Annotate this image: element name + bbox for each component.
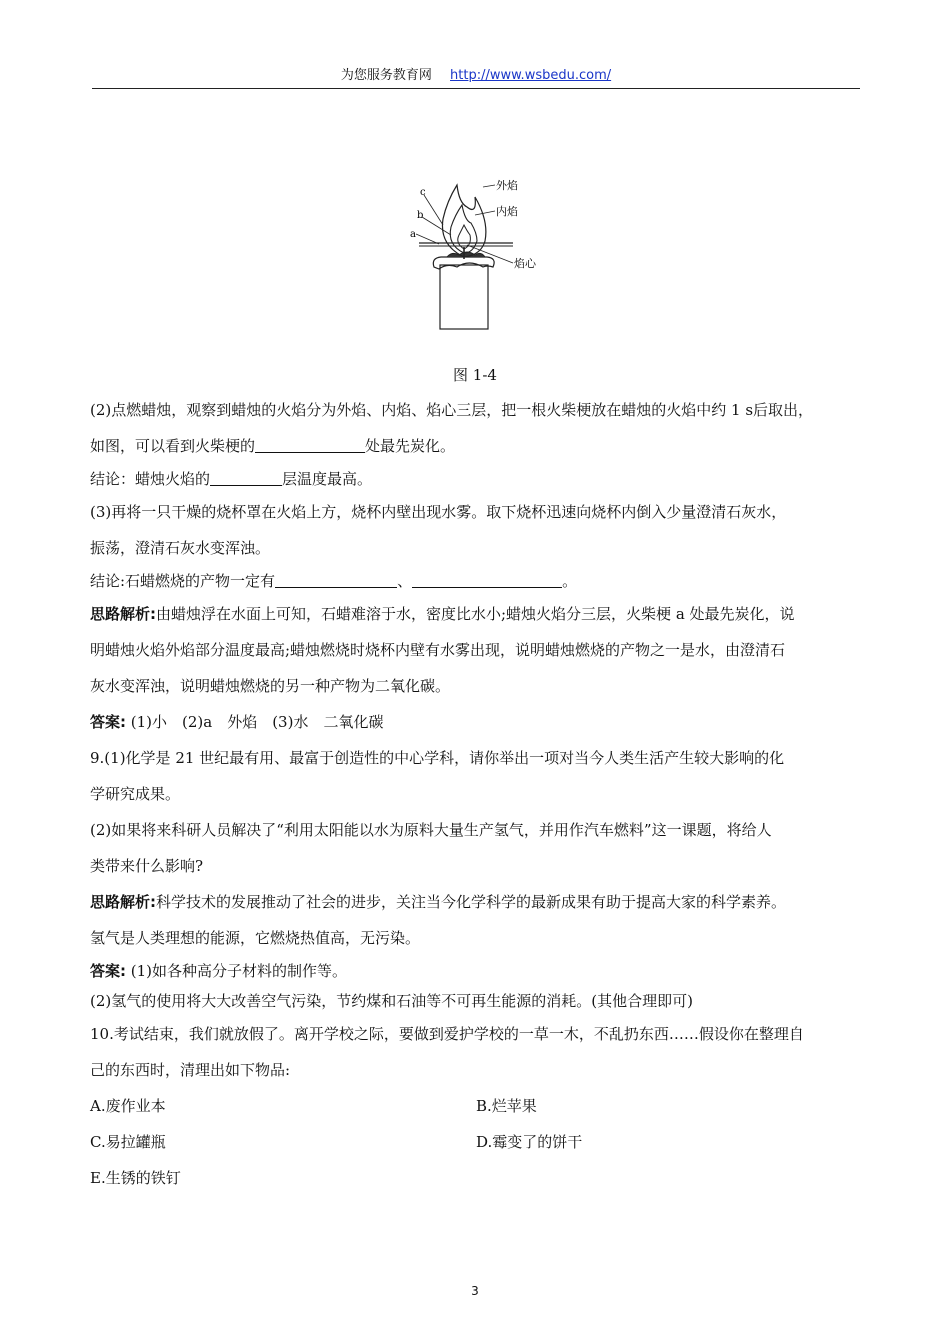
label-a: a [410,229,416,240]
page-body [90,392,862,1196]
label-b: b [417,210,424,221]
q10-line2: 己的东西时，清理出如下物品: [90,1061,291,1079]
q9-part1-line1: 9.(1)化学是 21 世纪最有用、最富于创造性的中心学科，请你举出一项对当今人类生活产生较大影响的化 [90,749,785,767]
q8-part2-line2: 如图，可以看到火柴梗的 处最先炭化。 [90,437,456,455]
q8-analysis-line1: 思路解析:由蜡烛浮在水面上可知，石蜡难溶于水，密度比水小;蜡烛火焰分三层，火柴梗 a 处最先炭化，说 [90,605,795,623]
q9-part2-line2: 类带来什么影响? [90,857,204,875]
option-b: B.烂苹果 [476,1097,537,1115]
page-number: 3 [471,1284,479,1298]
figure-caption: 图 1-4 [453,366,497,384]
answer-label: 答案: [90,962,126,980]
analysis-label: 思路解析: [90,605,156,623]
label-c: c [420,187,426,198]
option-d: D.霉变了的饼干 [476,1133,583,1151]
header-site-name: 为您服务教育网 [340,68,432,83]
label-inner-flame: 内焰 [496,205,518,218]
label-flame-core: 焰心 [514,257,536,270]
option-a: A.废作业本 [90,1097,166,1115]
q8-answer: 答案: (1)小 (2)a 外焰 (3)水 二氧化碳 [90,713,384,731]
q8-part2-line1: (2)点燃蜡烛，观察到蜡烛的火焰分为外焰、内焰、焰心三层，把一根火柴梗放在蜡烛的火焰中约 1 s后取出， [90,401,814,419]
label-outer-flame: 外焰 [496,179,518,192]
q8-conclusion2: 结论:石蜡燃烧的产物一定有 、 。 [90,572,578,590]
q9-part1-line2: 学研究成果。 [90,785,181,803]
answer-blank[interactable] [255,436,365,453]
answer-blank[interactable] [275,571,397,588]
q8-part3-line2: 振荡，澄清石灰水变浑浊。 [90,539,271,557]
q8-part3-line1: (3)再将一只干燥的烧杯罩在火焰上方，烧杯内壁出现水雾。取下烧杯迅速向烧杯内倒入少量澄清石灰水， [90,503,787,521]
analysis-label: 思路解析: [90,893,156,911]
candle-flame-figure [407,175,547,335]
header-url-link[interactable]: http://www.wsbedu.com/ [450,68,612,83]
q10-line1: 10.考试结束，我们就放假了。离开学校之际，要做到爱护学校的一草一木，不乱扔东西……假设你在整理自 [90,1025,804,1043]
q8-conclusion1: 结论：蜡烛火焰的 层温度最高。 [90,470,373,488]
q8-analysis-line3: 灰水变浑浊，说明蜡烛燃烧的另一种产物为二氧化碳。 [90,677,451,695]
q10-options-row1 [90,1088,862,1124]
q9-answer-line1: 答案: (1)如各种高分子材料的制作等。 [90,962,348,980]
q9-analysis-line1: 思路解析:科学技术的发展推动了社会的进步，关注当今化学科学的最新成果有助于提高大家的科学素养。 [90,893,787,911]
option-c: C.易拉罐瓶 [90,1133,166,1151]
q10-options-row2 [90,1124,862,1160]
page-header [92,64,860,89]
q9-part2-line1: (2)如果将来科研人员解决了“利用太阳能以水为原料大量生产氢气，并用作汽车燃料”这一课题，将给人 [90,821,772,839]
q9-answer-line2: (2)氢气的使用将大大改善空气污染，节约煤和石油等不可再生能源的消耗。(其他合理即可) [90,992,693,1010]
answer-blank[interactable] [412,571,562,588]
option-e: E.生锈的铁钉 [90,1169,181,1187]
q9-analysis-line2: 氢气是人类理想的能源，它燃烧热值高，无污染。 [90,929,421,947]
answer-blank[interactable] [210,469,282,486]
answer-label: 答案: [90,713,126,731]
candle-body [440,265,488,329]
q8-analysis-line2: 明蜡烛火焰外焰部分温度最高;蜡烛燃烧时烧杯内壁有水雾出现，说明蜡烛燃烧的产物之一是水，由澄清石 [90,641,786,659]
